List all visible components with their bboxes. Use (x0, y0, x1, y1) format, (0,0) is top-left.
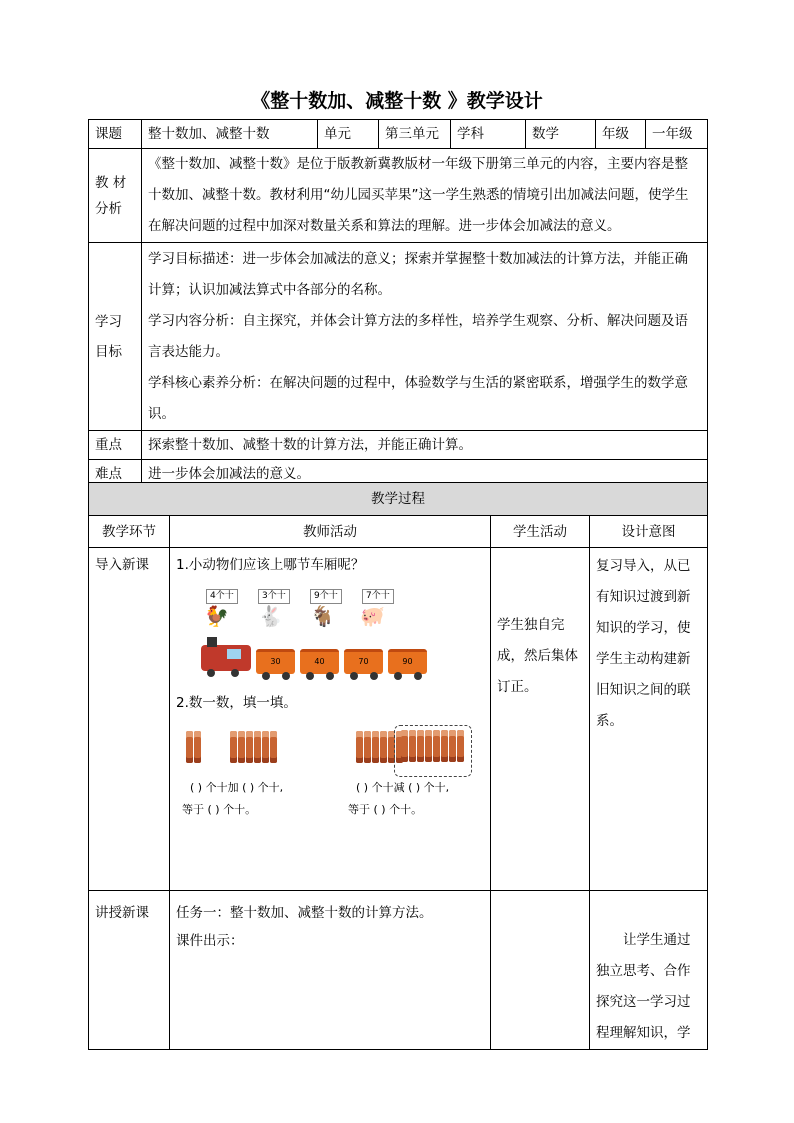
col-student: 学生活动 (491, 516, 590, 548)
bundle-group-dashed (394, 725, 472, 777)
analysis-text: 《整十数加、减整十数》是位于版教新冀教版材一年级下册第三单元的内容，主要内容是整十数加、减整十数。教材利用“幼儿园买苹果”这一学生熟悉的情境引出加减法问题，使学生在解决问题的过程中加深对数量关系和算法的理解。进一步体会加减法的意义。 (148, 156, 689, 234)
key-label: 重点 (89, 431, 142, 460)
topic-value: 整十数加、减整十数 (142, 120, 318, 149)
grade-label: 年级 (596, 120, 646, 149)
courseware-label: 课件出示： (176, 933, 244, 949)
stage-intro: 导入新课 (89, 548, 170, 891)
key-text: 探索整十数加、减整十数的计算方法，并能正确计算。 (142, 431, 708, 460)
difficulty-label: 难点 (89, 460, 142, 489)
unit-value: 第三单元 (379, 120, 451, 149)
subject-value: 数学 (526, 120, 596, 149)
rooster-icon: 🐓 (204, 604, 229, 628)
tag-4: 7个十 (362, 589, 394, 604)
process-table (88, 482, 708, 1050)
pig-icon: 🐖 (360, 604, 385, 628)
intent-2: 让学生通过独立思考、合作探究这一学习过程理解知识，学 (590, 891, 708, 1050)
question-2: 2.数一数，填一填。 (176, 695, 297, 711)
tag-1: 4个十 (206, 589, 238, 604)
train-car-4: 90 (388, 649, 427, 674)
subject-label: 学科 (451, 120, 526, 149)
goals-desc: 学习目标描述：进一步体会加减法的意义；探索并掌握整十数加减法的计算方法，并能正确计算；认识加减法算式中各部分的名称。 (148, 250, 688, 298)
train-car-1: 30 (256, 649, 295, 674)
process-heading: 教学过程 (89, 483, 708, 516)
bundles-picture (176, 727, 484, 771)
tag-2: 3个十 (258, 589, 290, 604)
goals-label: 学习 目标 (89, 243, 142, 431)
train-picture (176, 579, 484, 689)
goals-content: 学习内容分析：自主探究，并体会计算方法的多样性，培养学生观察、分析、解决问题及语言表达能力。 (148, 312, 688, 360)
fill-add-2: 等于 ( ) 个十。 (182, 803, 257, 816)
task-1: 任务一：整十数加、减整十数的计算方法。 (176, 905, 433, 921)
bundle-group-1 (186, 731, 210, 773)
locomotive-icon (201, 645, 251, 671)
goat-icon: 🐐 (310, 604, 335, 628)
fill-sub-1: ( ) 个十减 ( ) 个十, (356, 781, 450, 794)
rabbit-icon: 🐇 (258, 604, 283, 628)
analysis-label: 教 材 分析 (89, 149, 142, 243)
train-car-3: 70 (344, 649, 383, 674)
tag-3: 9个十 (310, 589, 342, 604)
goals-literacy: 学科核心素养分析：在解决问题的过程中，体验数学与生活的紧密联系，增强学生的数学意识。 (148, 374, 688, 422)
fill-add-1: ( ) 个十加 ( ) 个十, (190, 781, 284, 794)
col-intent: 设计意图 (590, 516, 708, 548)
train-car-2: 40 (300, 649, 339, 674)
info-table (88, 119, 708, 489)
page-title: 《整十数加、减整十数 》教学设计 (251, 90, 543, 112)
bundle-group-2 (230, 731, 286, 773)
student-activity-1: 学生独自完成，然后集体订正。 (491, 548, 590, 891)
topic-label: 课题 (89, 120, 142, 149)
intent-1: 复习导入，从已有知识过渡到新知识的学习，使学生主动构建新旧知识之间的联系。 (590, 548, 708, 891)
fill-sub-2: 等于 ( ) 个十。 (348, 803, 423, 816)
grade-value: 一年级 (646, 120, 708, 149)
difficulty-text: 进一步体会加减法的意义。 (142, 460, 708, 489)
stage-new: 讲授新课 (89, 891, 170, 1050)
unit-label: 单元 (318, 120, 379, 149)
col-stage: 教学环节 (89, 516, 170, 548)
question-1: 1.小动物们应该上哪节车厢呢？ (176, 557, 365, 573)
col-teacher: 教师活动 (170, 516, 491, 548)
student-activity-2 (491, 891, 590, 1050)
